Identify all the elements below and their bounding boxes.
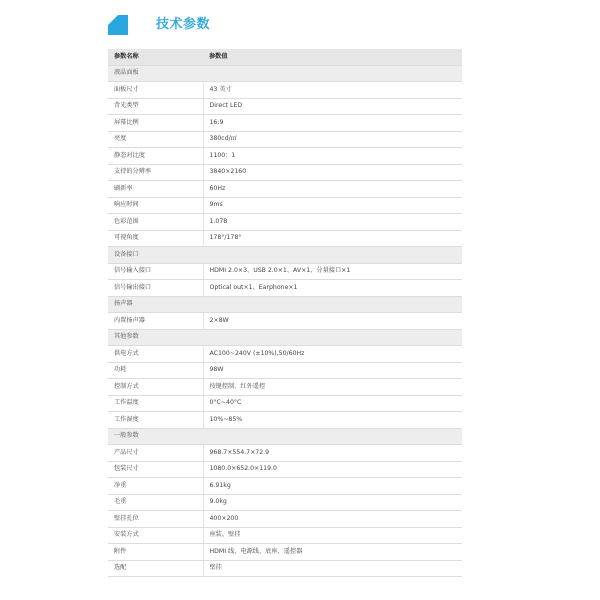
- param-value: 9ms: [203, 197, 462, 214]
- table-row: [108, 544, 462, 561]
- table-section-row: [108, 428, 462, 445]
- param-name: 工作湿度: [108, 412, 203, 429]
- section-label: 设备接口: [108, 247, 462, 264]
- param-value: 0°C~40°C: [203, 395, 462, 412]
- table-body: [108, 65, 462, 577]
- section-title: 技术参数: [156, 17, 211, 32]
- section-label: 其他参数: [108, 329, 462, 346]
- table-row: [108, 362, 462, 379]
- table-row: [108, 263, 462, 280]
- param-name: 静态对比度: [108, 148, 203, 165]
- table-row: [108, 395, 462, 412]
- param-value: 壁挂: [203, 560, 462, 577]
- table-row: [108, 313, 462, 330]
- table-row: [108, 346, 462, 363]
- param-value: AC100~240V (±10%),50/60Hz: [203, 346, 462, 363]
- param-name: 信号输入接口: [108, 263, 203, 280]
- param-name: 工作温度: [108, 395, 203, 412]
- section-label: 一般参数: [108, 428, 462, 445]
- table-section-row: [108, 329, 462, 346]
- param-value: 380cd/㎡: [203, 131, 462, 148]
- table-row: [108, 511, 462, 528]
- param-value: 178°/178°: [203, 230, 462, 247]
- param-value: 98W: [203, 362, 462, 379]
- table-row: [108, 131, 462, 148]
- param-name: 面板尺寸: [108, 82, 203, 99]
- table-section-row: [108, 296, 462, 313]
- param-value: 1080.0×652.0×119.0: [203, 461, 462, 478]
- column-header-value: 参数值: [203, 49, 462, 65]
- param-name: 色彩范围: [108, 214, 203, 231]
- param-name: 供电方式: [108, 346, 203, 363]
- param-name: 响应时间: [108, 197, 203, 214]
- table-row: [108, 280, 462, 297]
- param-name: 安装方式: [108, 527, 203, 544]
- table-row: [108, 181, 462, 198]
- param-value: HDMI 线、电源线、底座、遥控器: [203, 544, 462, 561]
- param-name: 内置扬声器: [108, 313, 203, 330]
- param-value: 3840×2160: [203, 164, 462, 181]
- table-row: [108, 560, 462, 577]
- corner-square-icon: [108, 15, 128, 35]
- param-value: 1100：1: [203, 148, 462, 165]
- table-row: [108, 445, 462, 462]
- param-value: 400×200: [203, 511, 462, 528]
- column-header-name: 参数名称: [108, 49, 203, 65]
- param-name: 壁挂孔位: [108, 511, 203, 528]
- param-value: 按键控制、红外遥控: [203, 379, 462, 396]
- table-row: [108, 115, 462, 132]
- param-name: 支持的分辨率: [108, 164, 203, 181]
- param-value: 6.91kg: [203, 478, 462, 495]
- param-name: 刷新率: [108, 181, 203, 198]
- param-value: 16:9: [203, 115, 462, 132]
- section-label: 扬声器: [108, 296, 462, 313]
- table-header-row: [108, 49, 462, 65]
- param-value: Optical out×1、Earphone×1: [203, 280, 462, 297]
- param-name: 功耗: [108, 362, 203, 379]
- param-name: 产品尺寸: [108, 445, 203, 462]
- table-row: [108, 164, 462, 181]
- param-name: 毛重: [108, 494, 203, 511]
- table-row: [108, 527, 462, 544]
- table-row: [108, 148, 462, 165]
- param-name: 选配: [108, 560, 203, 577]
- param-name: 包装尺寸: [108, 461, 203, 478]
- table-row: [108, 82, 462, 99]
- param-name: 屏幕比例: [108, 115, 203, 132]
- param-value: 43 英寸: [203, 82, 462, 99]
- param-name: 背光类型: [108, 98, 203, 115]
- param-name: 信号输出接口: [108, 280, 203, 297]
- table-row: [108, 98, 462, 115]
- section-header: [108, 12, 462, 38]
- table-row: [108, 412, 462, 429]
- table-row: [108, 230, 462, 247]
- table-row: [108, 478, 462, 495]
- param-value: 60Hz: [203, 181, 462, 198]
- param-name: 亮度: [108, 131, 203, 148]
- table-row: [108, 379, 462, 396]
- param-value: HDMI 2.0×3、USB 2.0×1、AV×1、分量接口×1: [203, 263, 462, 280]
- section-label: 液晶面板: [108, 65, 462, 82]
- table-section-row: [108, 247, 462, 264]
- param-value: 1.07B: [203, 214, 462, 231]
- param-value: 2×8W: [203, 313, 462, 330]
- param-value: 968.7×554.7×72.9: [203, 445, 462, 462]
- table-row: [108, 214, 462, 231]
- param-value: 10%~85%: [203, 412, 462, 429]
- spec-table: [108, 49, 462, 577]
- param-name: 净重: [108, 478, 203, 495]
- param-name: 附件: [108, 544, 203, 561]
- param-value: 座装、壁挂: [203, 527, 462, 544]
- table-section-row: [108, 65, 462, 82]
- param-value: 9.0kg: [203, 494, 462, 511]
- table-row: [108, 461, 462, 478]
- param-value: Direct LED: [203, 98, 462, 115]
- param-name: 可视角度: [108, 230, 203, 247]
- table-row: [108, 494, 462, 511]
- table-row: [108, 197, 462, 214]
- param-name: 控制方式: [108, 379, 203, 396]
